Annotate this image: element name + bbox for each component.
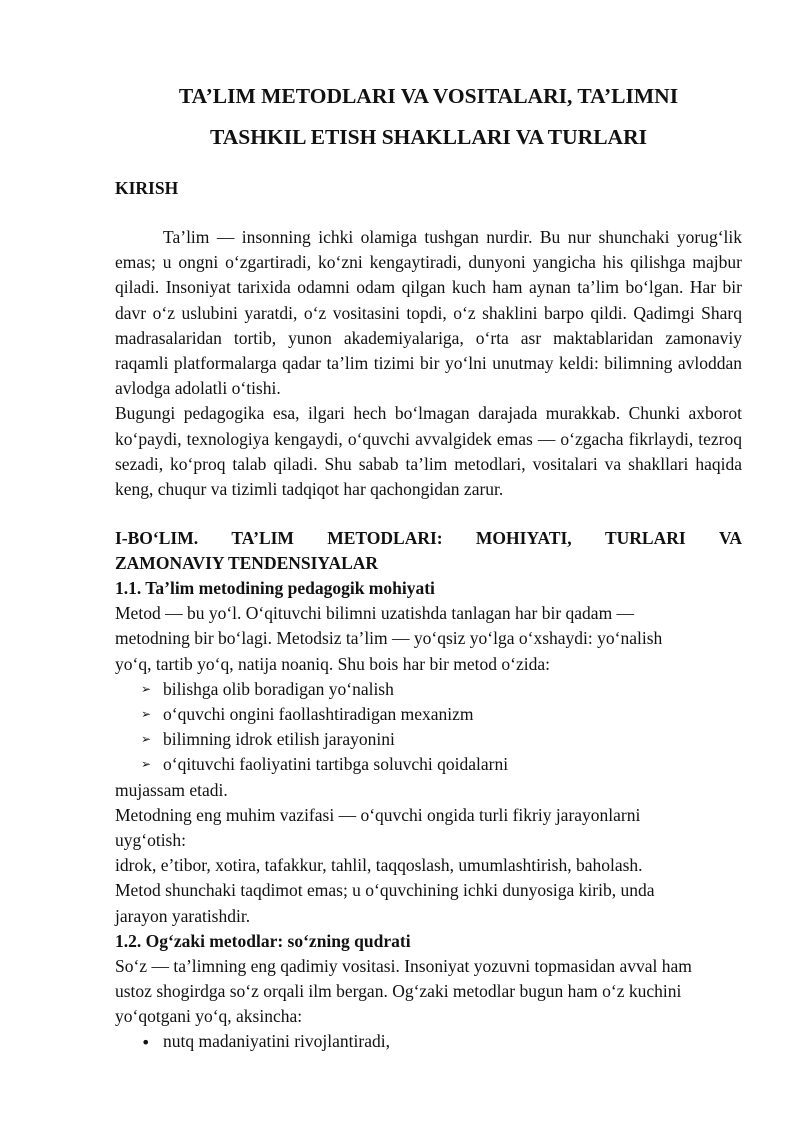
intro-paragraph-1: Ta’lim — insonning ichki olamiga tushgan nurdir. Bu nur shunchaki yorug‘lik emas; u ongni o‘zgartiradi, ko‘zni kengaytiradi, dunyoni yangicha his qilishga majbur qiladi. Insoniyat tarixida odamni odam qilgan kuch ham aynan ta’lim bo‘lgan. Har bir davr o‘z uslubini yaratdi, o‘z vositasini topdi, o‘z shaklini barpo qildi. Qadimgi Sharq madrasalaridan tortib, yunon akademiyalariga, o‘rta asr maktablaridan zamonaviy raqamli platformalarga qadar ta’lim tizimi bir yo‘lni unutmay keldi: bilimning avloddan avlodga adolatli o‘tishi. — [115, 227, 742, 399]
chapter-heading-word: I-BO‘LIM. — [115, 528, 199, 549]
section-1-1-after-line: idrok, e’tibor, xotira, tafakkur, tahlil, taqqoslash, umumlashtirish, baholash. — [115, 855, 643, 876]
intro-paragraph-2: Bugungi pedagogika esa, ilgari hech bo‘lmagan darajada murakkab. Chunki axborot ko‘paydi, texnologiya kengaydi, o‘quvchi avvalgidek emas — o‘zgacha fikrlaydi, tezroq sezadi, ko‘proq talab qiladi. Shu sabab ta’lim metodlari, vositalari va shakllari haqida keng, chuqur va tizimli tadqiqot har qachongidan zarur. — [115, 403, 742, 500]
list-item: ➢ o‘qituvchi faoliyatini tartibga soluvchi qoidalarni — [141, 752, 742, 777]
chapter-heading — [115, 526, 742, 576]
method-components-list — [115, 677, 742, 778]
section-1-1-line: yo‘q, tartib yo‘q, natija noaniq. Shu bois har bir metod o‘zida: — [115, 653, 550, 674]
arrow-bullet-icon: ➢ — [141, 681, 152, 696]
list-item: • nutq madaniyatini rivojlantiradi, — [141, 1029, 742, 1054]
title-line-1: TA’LIM METODLARI VA VOSITALARI, TA’LIMNI — [178, 84, 679, 108]
section-1-2-line: So‘z — ta’limning eng qadimiy vositasi. Insoniyat yozuvni topmasidan avval ham — [115, 955, 692, 976]
section-1-2-heading: 1.2. Og‘zaki metodlar: so‘zning qudrati — [115, 930, 411, 951]
list-item: ➢ bilishga olib boradigan yo‘nalish — [141, 677, 742, 702]
chapter-heading-word: MOHIYATI, — [475, 528, 572, 549]
chapter-heading-word: METODLARI: — [327, 528, 443, 549]
section-1-1-heading: 1.1. Ta’lim metodining pedagogik mohiyati — [115, 578, 435, 599]
section-1-1-after-line: Metod shunchaki taqdimot emas; u o‘quvchining ichki dunyosiga kirib, unda — [115, 880, 655, 901]
arrow-bullet-icon: ➢ — [141, 757, 152, 772]
section-1-2-line: yo‘qotgani yo‘q, aksincha: — [115, 1006, 303, 1027]
section-1-1-after-line: uyg‘otish: — [115, 830, 186, 851]
section-1-1-line: metodning bir bo‘lagi. Metodsiz ta’lim — yo‘qsiz yo‘lga o‘xshaydi: yo‘nalish — [115, 628, 663, 649]
section-1-1-after-line: mujassam etadi. — [115, 779, 228, 800]
title-line-2: TASHKIL ETISH SHAKLLARI VA TURLARI — [210, 125, 647, 149]
chapter-heading-word: TURLARI — [604, 528, 686, 549]
chapter-heading-word: VA — [718, 528, 742, 549]
chapter-heading-word: TA’LIM — [231, 528, 294, 549]
document-title — [115, 72, 742, 158]
section-1-1-after-line: Metodning eng muhim vazifasi — o‘quvchi ongida turli fikriy jarayonlarni — [115, 804, 641, 825]
arrow-bullet-icon: ➢ — [141, 707, 152, 722]
list-item: ➢ bilimning idrok etilish jarayonini — [141, 727, 742, 752]
oral-methods-list — [115, 1029, 742, 1054]
chapter-heading-line-1 — [115, 526, 742, 551]
intro-heading: KIRISH — [115, 178, 179, 198]
chapter-heading-line-2: ZAMONAVIY TENDENSIYALAR — [115, 553, 379, 574]
section-1-1-line: Metod — bu yo‘l. O‘qituvchi bilimni uzatishda tanlagan har bir qadam — — [115, 603, 635, 624]
section-1-1-after-line: jarayon yaratishdir. — [115, 905, 251, 926]
arrow-bullet-icon: ➢ — [141, 732, 152, 747]
section-1-2-line: ustoz shogirdga so‘z orqali ilm bergan. Og‘zaki metodlar bugun ham o‘z kuchini — [115, 981, 682, 1002]
list-item: ➢ o‘quvchi ongini faollashtiradigan mexanizm — [141, 702, 742, 727]
bullet-dot-icon: • — [141, 1033, 151, 1053]
